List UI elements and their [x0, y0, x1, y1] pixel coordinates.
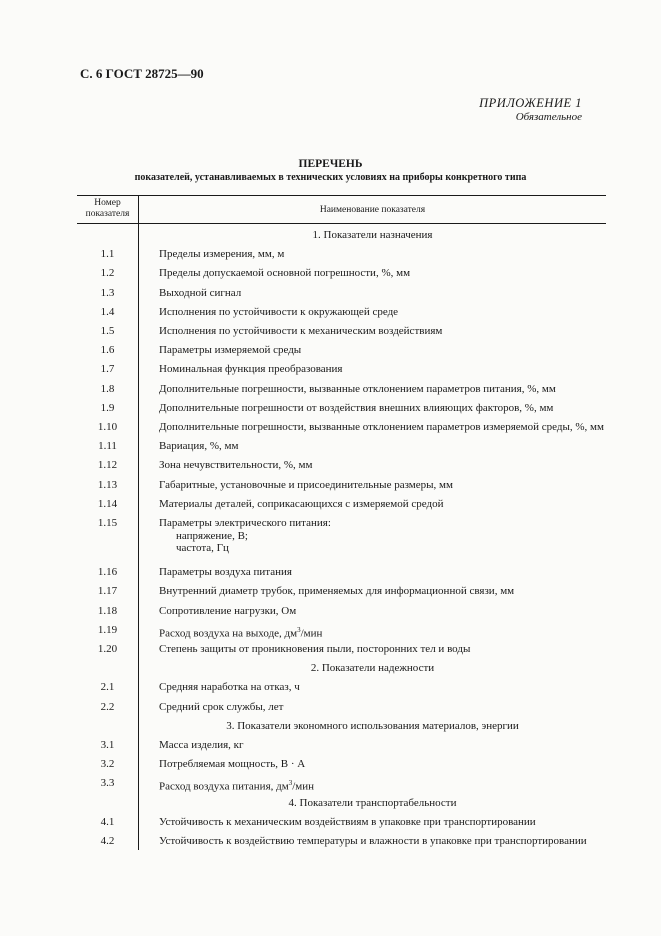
- indicator-number: 2.2: [100, 700, 115, 713]
- table-top-rule: [77, 195, 606, 196]
- section-heading: 3. Показатели экономного использования материалов, энергии: [226, 719, 519, 732]
- indicator-name: [159, 421, 604, 434]
- section-heading: 2. Показатели надежности: [310, 662, 435, 675]
- indicator-name: [159, 325, 442, 338]
- indicator-number: 1.15: [97, 517, 118, 529]
- table-row: [77, 641, 606, 660]
- indicator-name-text: [159, 777, 314, 794]
- indicator-name-base: Параметры электрического питания:: [159, 517, 331, 529]
- table-row: [77, 775, 606, 794]
- indicator-name-text: [159, 498, 443, 511]
- indicator-name-base: Пределы допускаемой основной погрешности, %, мм: [159, 267, 411, 280]
- indicator-name-base: Дополнительные погрешности от воздействия внешних влияющих факторов, %, мм: [159, 401, 554, 414]
- indicator-name-base: Выходной сигнал: [159, 286, 242, 299]
- indicator-name: [159, 566, 292, 579]
- indicator-name-base: Параметры измеряемой среды: [159, 344, 302, 357]
- indicator-number: 1.6: [100, 344, 115, 357]
- indicator-name-base: Расход воздуха на выходе, дм: [159, 627, 298, 640]
- indicator-name: [159, 287, 241, 300]
- table-row: [77, 814, 606, 833]
- table-row: [77, 285, 606, 304]
- column-header-name: Наименование показателя: [319, 205, 426, 215]
- indicator-name: [159, 306, 398, 319]
- indicator-number: 4.2: [100, 835, 115, 847]
- indicator-name-base: Потребляемая мощность, В · А: [159, 758, 306, 771]
- indicator-name-text: [159, 643, 470, 656]
- table-row: [77, 419, 606, 438]
- table-row: [77, 381, 606, 400]
- indicator-name-text: [159, 402, 553, 415]
- indicator-name-text: [159, 383, 556, 396]
- indicator-name: [159, 248, 284, 261]
- indicator-number: 1.2: [100, 267, 115, 280]
- indicator-name: [159, 517, 331, 554]
- table-row: [77, 323, 606, 342]
- indicator-name-base: Габаритные, установочные и присоединительные размеры, мм: [159, 478, 453, 491]
- indicator-name-base: Сопротивление нагрузки, Ом: [159, 604, 297, 617]
- indicator-name-base: Устойчивость к воздействию температуры и влажности в упаковке при транспортировании: [159, 835, 587, 847]
- column-header-number: [77, 198, 138, 220]
- indicator-number: 1.8: [100, 382, 115, 395]
- table-row: [77, 699, 606, 718]
- section-heading-row: [77, 795, 606, 814]
- indicator-name: [159, 383, 556, 396]
- indicator-number: 1.9: [100, 401, 115, 414]
- indicator-number: 1.7: [100, 363, 115, 376]
- table-body-divider: [138, 223, 139, 850]
- indicator-name-base: Номинальная функция преобразования: [159, 363, 343, 376]
- indicator-number: 1.16: [97, 566, 118, 579]
- indicator-name: [159, 643, 470, 656]
- indicator-name-text: [159, 835, 587, 848]
- indicator-name-text: [159, 344, 301, 357]
- indicator-name: [159, 459, 312, 472]
- indicator-name-base: Внутренний диаметр трубок, применяемых для информационной связи, мм: [159, 585, 515, 598]
- table-row: [77, 304, 606, 323]
- indicator-name-base: Расход воздуха питания, дм: [159, 781, 289, 794]
- indicator-name-base: Дополнительные погрешности, вызванные отклонением параметров питания, %, мм: [159, 382, 556, 395]
- page-header: С. 6 ГОСТ 28725—90: [80, 66, 204, 81]
- indicator-name-text: [159, 479, 453, 492]
- indicator-name-base: Средняя наработка на отказ, ч: [159, 681, 300, 694]
- indicator-name-text: [159, 248, 284, 261]
- indicator-name-text: [159, 363, 343, 376]
- indicator-number: 1.14: [97, 497, 118, 510]
- table-row: [77, 679, 606, 698]
- indicator-number: 3.1: [100, 739, 115, 751]
- indicator-name: [159, 758, 305, 771]
- indicator-name: [159, 363, 343, 376]
- table-row: [77, 756, 606, 775]
- table-row: [77, 246, 606, 265]
- indicator-name: [159, 585, 514, 598]
- indicator-subline: частота, Гц: [176, 542, 229, 554]
- indicator-name-text: [159, 758, 305, 771]
- section-heading-row: [77, 660, 606, 679]
- column-header-number-line1: Номер: [94, 198, 121, 208]
- table-row: [77, 265, 606, 284]
- indicator-name-text: [159, 440, 238, 453]
- indicator-name-base: Дополнительные погрешности, вызванные отклонением параметров измеряемой среды, %, мм: [159, 421, 604, 433]
- indicator-name-text: [159, 421, 604, 434]
- section-heading-row: [77, 718, 606, 737]
- indicator-name-text: [159, 739, 244, 752]
- indicator-name-base: Масса изделия, кг: [159, 739, 244, 751]
- indicator-name-text: [159, 267, 410, 280]
- indicator-number: 2.1: [100, 681, 115, 694]
- appendix-label: [479, 96, 582, 123]
- indicator-name-base: Вариация, %, мм: [159, 440, 239, 453]
- table-row: [77, 603, 606, 622]
- table-row: [77, 564, 606, 583]
- indicator-number: 1.11: [98, 440, 117, 453]
- indicator-name-text: [159, 459, 312, 472]
- indicator-number: 3.3: [100, 777, 115, 790]
- unit-superscript: 3: [288, 779, 293, 788]
- indicator-name-text: [159, 816, 536, 829]
- document-title: ПЕРЕЧЕНЬ: [298, 158, 363, 170]
- indicator-name: [159, 835, 587, 848]
- table-row: [77, 737, 606, 756]
- indicator-number: 1.12: [97, 459, 118, 472]
- indicator-number: 1.10: [97, 421, 118, 433]
- appendix-status: Обязательное: [515, 111, 582, 123]
- table-row: [77, 622, 606, 641]
- indicator-name: [159, 681, 300, 694]
- indicator-name-text: [159, 287, 241, 300]
- indicator-name: [159, 777, 314, 794]
- indicator-name-base: Степень защиты от проникновения пыли, посторонних тел и воды: [159, 643, 471, 655]
- indicator-number: 1.19: [97, 623, 118, 636]
- indicator-name: [159, 498, 443, 511]
- indicator-name: [159, 267, 410, 280]
- indicator-name-base: Параметры воздуха питания: [159, 566, 292, 579]
- table-row: [77, 400, 606, 419]
- table-row: [77, 477, 606, 496]
- indicator-name-base: Пределы измерения, мм, м: [159, 248, 285, 261]
- indicator-name-text: [159, 325, 442, 338]
- section-heading-row: [77, 227, 606, 246]
- indicator-name-base: Средний срок службы, лет: [159, 700, 284, 713]
- indicator-name-base: Исполнения по устойчивости к окружающей среде: [159, 305, 399, 318]
- indicator-name-text: [159, 624, 322, 641]
- table-row: [77, 583, 606, 602]
- table-row: [77, 833, 606, 852]
- indicator-name-base: Зона нечувствительности, %, мм: [159, 459, 313, 472]
- indicator-number: 3.2: [100, 758, 115, 771]
- indicator-number: 1.20: [97, 643, 118, 655]
- indicator-number: 1.18: [97, 604, 118, 617]
- indicator-name-text: [159, 605, 296, 618]
- indicator-number: 1.4: [100, 305, 115, 318]
- indicator-name-text: [159, 306, 398, 319]
- indicator-name: [159, 739, 244, 752]
- table-row: [77, 361, 606, 380]
- indicator-name: [159, 440, 238, 453]
- indicator-number: 1.5: [100, 325, 115, 337]
- table-row: [77, 515, 606, 564]
- indicator-name-text: [159, 681, 300, 694]
- indicator-name-text: [159, 517, 331, 530]
- table-row: [77, 496, 606, 515]
- table-header-rule: [77, 223, 606, 224]
- unit-tail: /мин: [300, 627, 323, 640]
- indicator-name-base: Исполнения по устойчивости к механическим воздействиям: [159, 325, 443, 337]
- indicator-number: 1.13: [97, 478, 118, 491]
- indicator-name: [159, 816, 536, 829]
- indicator-name: [159, 701, 283, 714]
- indicator-number: 1.3: [100, 286, 115, 299]
- unit-superscript: 3: [297, 625, 301, 634]
- indicator-name-base: Материалы деталей, соприкасающихся с измеряемой средой: [159, 497, 444, 510]
- indicator-number: 1.1: [100, 248, 115, 261]
- indicator-number: 1.17: [97, 585, 118, 598]
- indicator-name: [159, 344, 301, 357]
- section-heading: 4. Показатели транспортабельности: [288, 796, 457, 809]
- section-heading: 1. Показатели назначения: [312, 229, 433, 241]
- table-row: [77, 457, 606, 476]
- table-row: [77, 438, 606, 457]
- indicator-name-text: [159, 585, 514, 598]
- indicator-name-text: [159, 701, 283, 714]
- indicator-subline: напряжение, В;: [176, 530, 248, 542]
- document-subtitle: показателей, устанавливаемых в технических условиях на приборы конкретного типа: [134, 172, 527, 183]
- indicator-name-text: [159, 566, 292, 579]
- indicator-name: [159, 402, 553, 415]
- table-row: [77, 342, 606, 361]
- indicator-name: [159, 624, 322, 641]
- indicator-number: 4.1: [100, 815, 115, 828]
- indicator-name: [159, 605, 296, 618]
- indicator-name: [159, 479, 453, 492]
- appendix-title: ПРИЛОЖЕНИЕ 1: [479, 96, 582, 110]
- indicator-name-base: Устойчивость к механическим воздействиям в упаковке при транспортировании: [159, 815, 536, 828]
- unit-tail: /мин: [292, 781, 314, 794]
- column-header-number-line2: показателя: [85, 209, 130, 219]
